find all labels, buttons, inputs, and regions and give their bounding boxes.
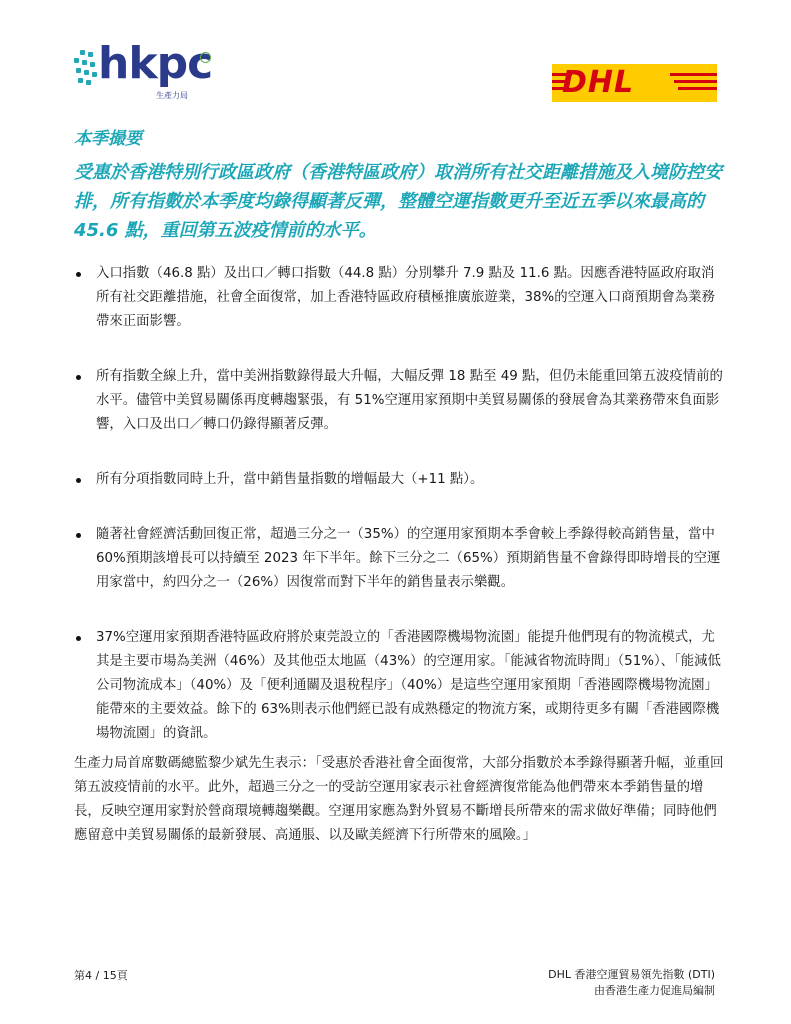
hkpc-logo-text: hkpc — [98, 38, 213, 89]
registered-mark-icon — [200, 52, 211, 63]
bullet-item — [74, 468, 724, 492]
section-title: 本季撮要 — [74, 129, 142, 149]
bullet-text: 所有分項指數同時上升，當中銷售量指數的增幅最大（+11 點）。 — [96, 472, 484, 487]
bullet-list — [74, 262, 724, 746]
bullet-text: 隨著社會經濟活動回復正常，超過三分之一（35%）的空運用家預期本季會較上季錄得較高銷售量，當中 60%預期該增長可以持續至 2023 年下半年。餘下三分之二（65%）預期銷售量不會錄得即時增長的空運用家當中，約四分之一（26%）因復常而對下半年的銷售量表示樂觀。 — [96, 527, 721, 590]
hkpc-logo — [72, 38, 222, 106]
footer-report-name: DHL 香港空運貿易領先指數 (DTI) — [548, 968, 715, 981]
bullet-dot-icon — [76, 272, 81, 277]
bullet-text: 入口指數（46.8 點）及出口／轉口指數（44.8 點）分別攀升 7.9 點及 11.6 點。因應香港特區政府取消所有社交距離措施，社會全面復常，加上香港特區政府積極推廣旅遊業，38%的空運入口商預期會為業務帶來正面影響。 — [96, 266, 715, 329]
hkpc-logo-subtitle: 生產力局 — [156, 91, 188, 100]
bullet-item — [74, 365, 724, 437]
bullet-text: 所有指數全線上升，當中美洲指數錄得最大升幅，大幅反彈 18 點至 49 點，但仍未能重回第五波疫情前的水平。儘管中美貿易關係再度轉趨緊張，有 51%空運用家預期中美貿易關係的發展會為其業務帶來負面影響，入口及出口／轉口仍錄得顯著反彈。 — [96, 369, 723, 432]
dhl-logo — [552, 64, 717, 102]
page-number: 第4 / 15頁 — [74, 969, 128, 982]
bullet-item — [74, 262, 724, 334]
bullet-dot-icon — [76, 636, 81, 641]
footer-compiled-by: 由香港生產力促進局編制 — [594, 984, 715, 997]
footer-report-info — [548, 967, 715, 999]
bullet-dot-icon — [76, 533, 81, 538]
bullet-text: 37%空運用家預期香港特區政府將於東莞設立的「香港國際機場物流園」能提升他們現有的物流模式，尤其是主要市場為美洲（46%）及其他亞太地區（43%）的空運用家。「能減省物流時間」（51%）、「能減低公司物流成本」（40%）及「便利通關及退稅程序」（40%）是這些空運用家預期「香港國際機場物流園」能帶來的主要效益。餘下的 63%則表示他們經已設有成熟穩定的物流方案，或期待更多有關「香港國際機場物流園」的資訊。 — [96, 630, 721, 741]
bullet-item — [74, 523, 724, 595]
summary-headline: 受惠於香港特別行政區政府（香港特區政府）取消所有社交距離措施及入境防控安排，所有指數於本季度均錄得顯著反彈，整體空運指數更升至近五季以來最高的 45.6 點，重回第五波疫情前的水平。 — [74, 162, 722, 241]
dhl-logo-text: DHL — [562, 65, 635, 100]
bullet-dot-icon — [76, 375, 81, 380]
bullet-dot-icon — [76, 478, 81, 483]
quote-paragraph: 生產力局首席數碼總監黎少斌先生表示：「受惠於香港社會全面復常，大部分指數於本季錄得顯著升幅，並重回第五波疫情前的水平。此外，超過三分之一的受訪空運用家表示社會經濟復常能為他們帶來本季銷售量的增長，反映空運用家對於營商環境轉趨樂觀。空運用家應為對外貿易不斷增長所帶來的需求做好準備；同時他們應留意中美貿易關係的最新發展、高通脹、以及歐美經濟下行所帶來的風險。」 — [74, 756, 724, 843]
bullet-item — [74, 626, 724, 746]
